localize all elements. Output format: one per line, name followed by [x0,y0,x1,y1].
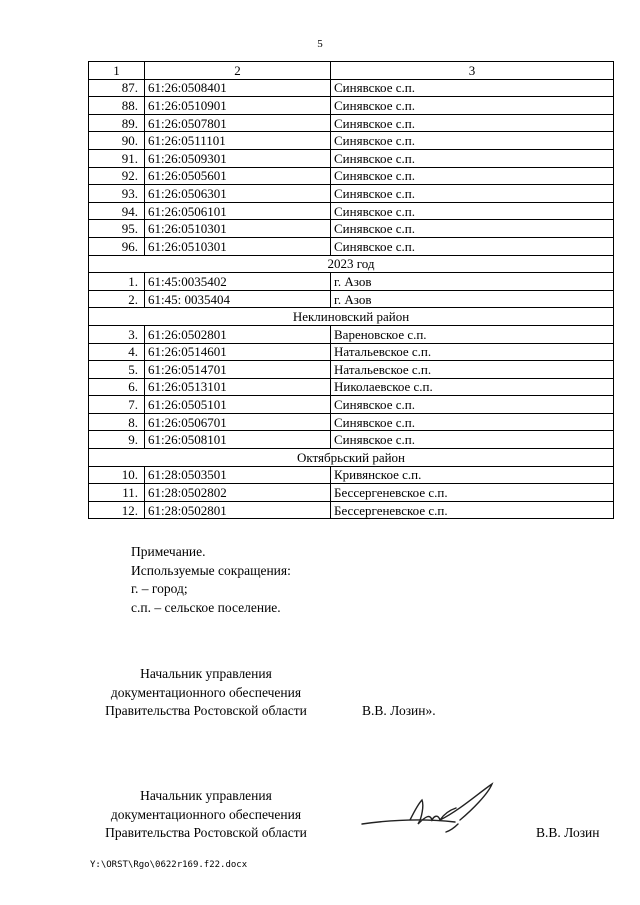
row-number: 3. [89,325,145,343]
row-number: 93. [89,185,145,203]
position-line: Правительства Ростовской области [105,825,307,840]
cadastral-number: 61:26:0506701 [145,413,331,431]
settlement-name: Вареновское с.п. [331,325,614,343]
handwritten-signature [360,780,500,840]
table-row [89,97,614,115]
table-row [89,132,614,150]
table-row [89,484,614,502]
table-row [89,413,614,431]
settlement-name: Синявское с.п. [331,202,614,220]
row-number: 94. [89,202,145,220]
row-number: 87. [89,79,145,97]
cadastral-number: 61:26:0508101 [145,431,331,449]
table-row [89,431,614,449]
settlement-name: Синявское с.п. [331,132,614,150]
table-row [89,273,614,291]
row-number: 91. [89,149,145,167]
settlement-name: Бессергеневское с.п. [331,484,614,502]
table-row [89,79,614,97]
row-number: 9. [89,431,145,449]
section-title: 2023 год [89,255,614,273]
row-number: 10. [89,466,145,484]
row-number: 8. [89,413,145,431]
note-title: Примечание. [131,544,206,559]
signatory-name-2: В.В. Лозин [536,825,600,840]
note-block [131,543,291,617]
note-line: г. – город; [131,581,188,596]
signature-block-2 [86,787,326,843]
cadastral-number: 61:26:0514701 [145,361,331,379]
settlement-name: Синявское с.п. [331,167,614,185]
settlement-name: Бессергеневское с.п. [331,501,614,519]
cadastral-number: 61:45:0035402 [145,273,331,291]
settlement-name: Синявское с.п. [331,396,614,414]
table-row [89,501,614,519]
settlement-name: Синявское с.п. [331,185,614,203]
settlement-name: г. Азов [331,290,614,308]
table-row [89,466,614,484]
settlement-name: Синявское с.п. [331,237,614,255]
column-header: 2 [145,62,331,80]
cadastral-number: 61:26:0506301 [145,185,331,203]
settlement-name: Синявское с.п. [331,220,614,238]
table-row [89,396,614,414]
settlement-name: Синявское с.п. [331,431,614,449]
cadastral-number: 61:26:0505101 [145,396,331,414]
table-row [89,149,614,167]
footer-file-path: Y:\ORST\Rgo\0622r169.f22.docx [90,860,248,870]
settlement-name: Синявское с.п. [331,114,614,132]
table-row [89,361,614,379]
section-row [89,255,614,273]
row-number: 11. [89,484,145,502]
table-row [89,220,614,238]
table-row [89,290,614,308]
section-title: Октябрьский район [89,449,614,467]
cadastral-number: 61:28:0503501 [145,466,331,484]
cadastral-number: 61:26:0506101 [145,202,331,220]
cadastral-number: 61:26:0510301 [145,237,331,255]
section-row [89,449,614,467]
cadastral-number: 61:26:0510901 [145,97,331,115]
cadastral-number: 61:26:0508401 [145,79,331,97]
position-line: документационного обеспечения [110,684,302,700]
settlement-name: Николаевское с.п. [331,378,614,396]
settlement-name: Синявское с.п. [331,413,614,431]
row-number: 5. [89,361,145,379]
row-number: 1. [89,273,145,291]
table-row [89,237,614,255]
cadastral-number: 61:26:0514601 [145,343,331,361]
cadastral-number: 61:28:0502802 [145,484,331,502]
position-line: документационного обеспечения [110,806,302,822]
row-number: 88. [89,97,145,115]
position-line: Правительства Ростовской области [105,703,307,718]
row-number: 96. [89,237,145,255]
cadastral-number: 61:26:0509301 [145,149,331,167]
settlement-name: Синявское с.п. [331,149,614,167]
signature-block-1 [86,665,326,721]
cadastral-number: 61:26:0507801 [145,114,331,132]
table-row [89,325,614,343]
column-header: 3 [331,62,614,80]
note-line: Используемые сокращения: [131,562,291,578]
cadastral-number: 61:26:0502801 [145,325,331,343]
row-number: 4. [89,343,145,361]
row-number: 92. [89,167,145,185]
row-number: 6. [89,378,145,396]
table-row [89,202,614,220]
table-row [89,167,614,185]
row-number: 2. [89,290,145,308]
row-number: 12. [89,501,145,519]
settlement-name: Кривянское с.п. [331,466,614,484]
position-line: Начальник управления [140,788,272,803]
table-row [89,185,614,203]
page-number: 5 [317,38,323,50]
settlement-name: Натальевское с.п. [331,361,614,379]
row-number: 90. [89,132,145,150]
row-number: 95. [89,220,145,238]
cadastral-number: 61:26:0505601 [145,167,331,185]
note-line: с.п. – сельское поселение. [131,599,281,615]
table-row [89,378,614,396]
row-number: 89. [89,114,145,132]
cadastral-number: 61:45: 0035404 [145,290,331,308]
cadastral-number: 61:26:0513101 [145,378,331,396]
settlement-name: Синявское с.п. [331,97,614,115]
section-row [89,308,614,326]
table-row [89,114,614,132]
cadastral-table [88,61,614,519]
settlement-name: г. Азов [331,273,614,291]
signatory-name-1: В.В. Лозин». [362,703,436,718]
row-number: 7. [89,396,145,414]
position-line: Начальник управления [140,666,272,681]
column-header: 1 [89,62,145,80]
table-row [89,343,614,361]
cadastral-number: 61:26:0510301 [145,220,331,238]
table-header-row [89,62,614,80]
settlement-name: Синявское с.п. [331,79,614,97]
settlement-name: Натальевское с.п. [331,343,614,361]
section-title: Неклиновский район [89,308,614,326]
cadastral-number: 61:26:0511101 [145,132,331,150]
cadastral-number: 61:28:0502801 [145,501,331,519]
